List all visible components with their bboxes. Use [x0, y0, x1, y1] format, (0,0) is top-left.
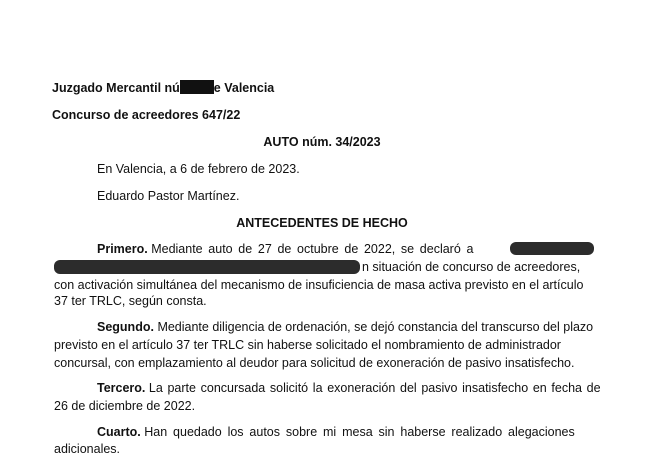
- court-line-end: e Valencia: [213, 81, 275, 95]
- paragraph-label: Cuarto.: [97, 425, 141, 439]
- paragraph-line: 26 de diciembre de 2022.: [54, 399, 196, 413]
- case-line: Concurso de acreedores 647/22: [52, 108, 241, 122]
- paragraph-line: [97, 240, 473, 258]
- section-title: ANTECEDENTES DE HECHO: [236, 216, 408, 230]
- paragraph-label: Tercero.: [97, 381, 146, 395]
- judge-name: Eduardo Pastor Martínez.: [97, 189, 240, 203]
- date-line: En Valencia, a 6 de febrero de 2023.: [97, 162, 300, 176]
- paragraph-line: 37 ter TRLC, según consta.: [54, 294, 207, 308]
- paragraph-line: previsto en el artículo 37 ter TRLC sin haberse solicitado el nombramiento de administrador: [54, 338, 561, 352]
- paragraph-label: Segundo.: [97, 320, 154, 334]
- paragraph-line: [97, 423, 575, 441]
- redaction-smear: [510, 242, 594, 255]
- paragraph-text: La parte concursada solicitó la exoneración del pasivo insatisfecho en fecha de: [148, 381, 601, 395]
- paragraph-line: [97, 318, 593, 336]
- paragraph-text: Mediante auto de 27 de octubre de 2022, se declaró a: [151, 242, 474, 256]
- paragraph-line: concursal, con emplazamiento al deudor para solicitud de exoneración de pasivo insatisfecho.: [54, 356, 575, 370]
- redaction-block: [180, 80, 214, 94]
- paragraph-line: con activación simultánea del mecanismo de insuficiencia de masa activa previsto en el artículo: [54, 278, 584, 292]
- paragraph-line: adicionales.: [54, 442, 121, 456]
- paragraph-line: [97, 379, 601, 397]
- paragraph-text: Mediante diligencia de ordenación, se dejó constancia del transcurso del plazo: [157, 320, 594, 334]
- paragraph-text: Han quedado los autos sobre mi mesa sin haberse realizado alegaciones: [144, 425, 575, 439]
- paragraph-text: n situación de concurso de acreedores,: [362, 260, 581, 274]
- court-line-start: Juzgado Mercantil nú: [52, 81, 180, 95]
- auto-title: AUTO núm. 34/2023: [263, 135, 381, 149]
- paragraph-label: Primero.: [97, 242, 148, 256]
- court-line: [52, 79, 274, 97]
- redaction-smear: [54, 260, 360, 274]
